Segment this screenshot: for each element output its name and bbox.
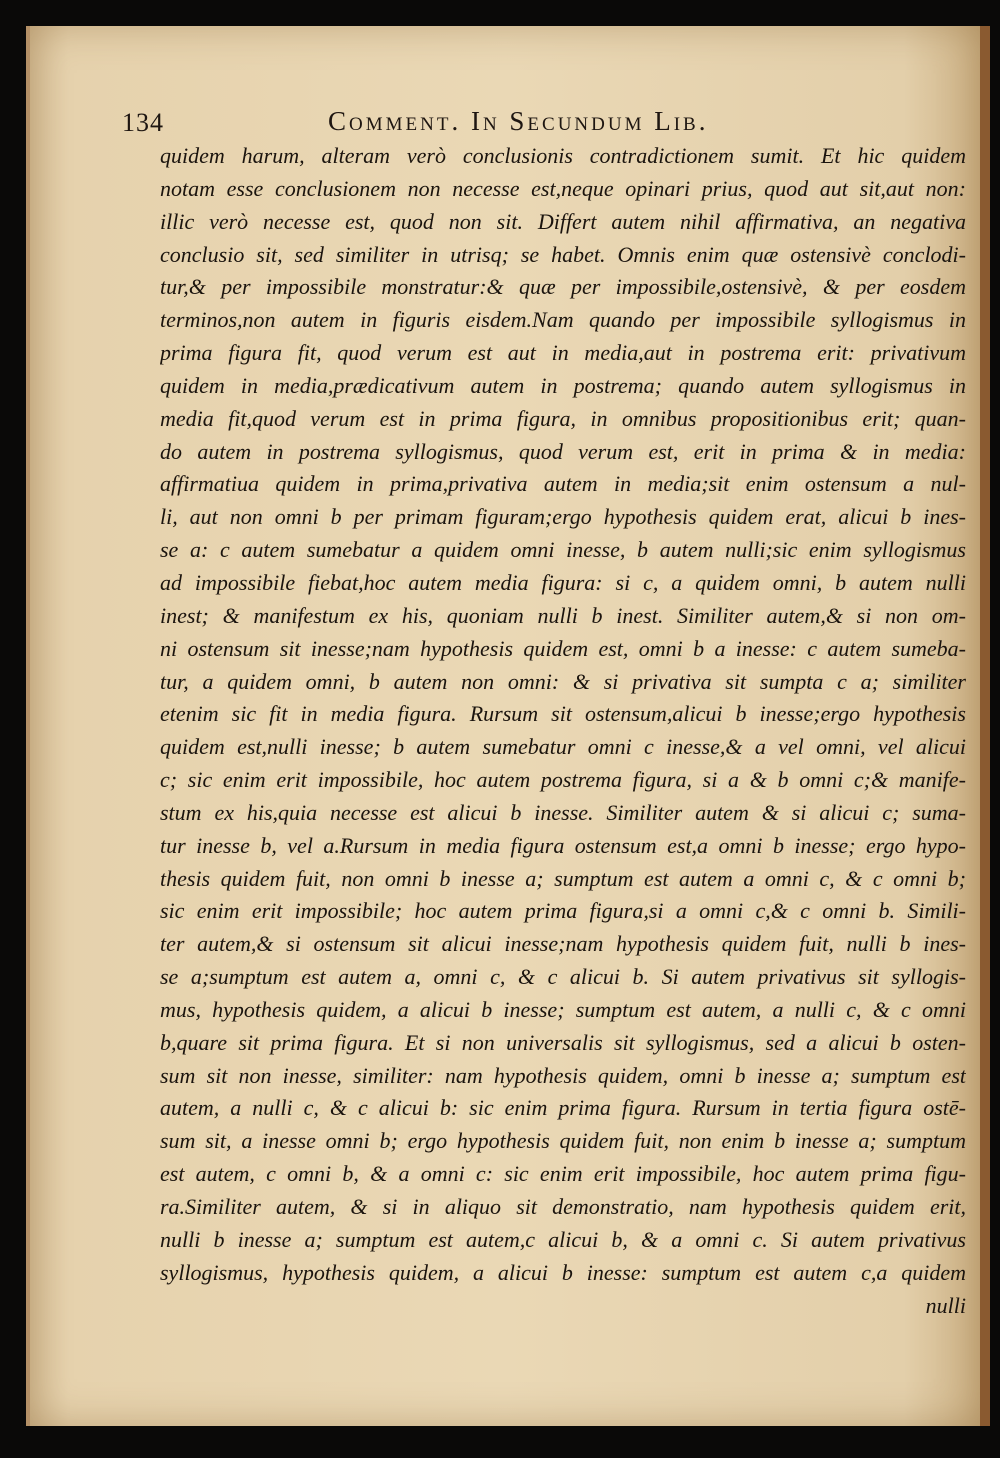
body-text: [160, 140, 966, 1322]
text-line: tur, a quidem omni, b autem non omni: & si privativa sit sumpta c a; similiter: [160, 668, 966, 694]
text-line: etenim sic fit in media figura. Rursum sit ostensum,alicui b inesse;ergo hypothesis: [160, 701, 966, 727]
text-line: autem, a nulli c, & c alicui b: sic enim prima figura. Rursum in tertia figura ostē-: [160, 1095, 966, 1121]
text-line: quidem est,nulli inesse; b autem sumebatur omni c inesse,& a vel omni, vel alicui: [160, 734, 966, 760]
text-line: c; sic enim erit impossibile, hoc autem postrema figura, si a & b omni c;& manife-: [160, 767, 966, 793]
text-line: b,quare sit prima figura. Et si non universalis sit syllogismus, sed a alicui b osten-: [160, 1029, 966, 1055]
text-line: sum sit non inesse, similiter: nam hypothesis quidem, omni b inesse a; sumptum est: [160, 1062, 966, 1088]
text-line: sum sit, a inesse omni b; ergo hypothesis quidem fuit, non enim b inesse a; sumptum: [160, 1128, 966, 1154]
text-line: nulli b inesse a; sumptum est autem,c alicui b, & a omni c. Si autem privativus: [160, 1226, 966, 1252]
text-line: ra.Similiter autem, & si in aliquo sit demonstratio, nam hypothesis quidem erit,: [160, 1194, 966, 1219]
text-line: conclusio sit, sed similiter in utrisq; se habet. Omnis enim quæ ostensivè conclodi-: [160, 241, 966, 267]
text-line: nulli: [925, 1292, 966, 1318]
text-line: mus, hypothesis quidem, a alicui b inesse; sumptum est autem, a nulli c, & c omni: [160, 996, 966, 1022]
text-line: prima figura fit, quod verum est aut in media,aut in postrema erit: privativum: [160, 340, 966, 366]
text-line: media fit,quod verum est in prima figura, in omnibus propositionibus erit; quan-: [160, 405, 966, 431]
text-line: li, aut non omni b per primam figuram;ergo hypothesis quidem erat, alicui b ines-: [160, 504, 966, 530]
text-line: ad impossibile fiebat,hoc autem media figura: si c, a quidem omni, b autem nulli: [160, 569, 966, 595]
text-line: ter autem,& si ostensum sit alicui inesse;nam hypothesis quidem fuit, nulli b ines-: [160, 931, 966, 957]
text-line: inest; & manifestum ex his, quoniam nulli b inest. Similiter autem,& si non om-: [160, 602, 966, 628]
text-line: quidem in media,prædicativum autem in postrema; quando autem syllogismus in: [160, 372, 966, 398]
text-line: quidem harum, alteram verò conclusionis contradictionem sumit. Et hic quidem: [160, 143, 966, 168]
text-line: thesis quidem fuit, non omni b inesse a; sumptum est autem a omni c, & c omni b;: [160, 865, 966, 891]
text-line: sic enim erit impossibile; hoc autem prima figura,si a omni c,& c omni b. Simili-: [160, 898, 966, 924]
text-line: syllogismus, hypothesis quidem, a alicui b inesse: sumptum est autem c,a quidem: [160, 1259, 966, 1285]
text-line: tur inesse b, vel a.Rursum in media figura ostensum est,a omni b inesse; ergo hypo-: [160, 832, 966, 858]
text-line: illic verò necesse est, quod non sit. Differt autem nihil affirmativa, an negativa: [160, 208, 966, 234]
running-head-title: Comment. In Secundum Lib.: [328, 106, 709, 136]
text-line: tur,& per impossibile monstratur:& quæ per impossibile,ostensivè, & per eosdem: [160, 274, 966, 300]
text-line: notam esse conclusionem non necesse est,neque opinari prius, quod aut sit,aut non:: [160, 175, 966, 201]
running-head: [122, 94, 962, 138]
text-line: terminos,non autem in figuris eisdem.Nam quando per impossibile syllogismus in: [160, 307, 966, 333]
text-line: do autem in postrema syllogismus, quod verum est, erit in prima & in media:: [160, 438, 966, 464]
text-line: est autem, c omni b, & a omni c: sic enim erit impossibile, hoc autem prima figu-: [160, 1161, 966, 1187]
text-line: se a;sumptum est autem a, omni c, & c alicui b. Si autem privativus sit syllogis-: [160, 964, 966, 990]
text-line: se a: c autem sumebatur a quidem omni inesse, b autem nulli;sic enim syllogismus: [160, 537, 966, 563]
text-line: stum ex his,quia necesse est alicui b inesse. Similiter autem & si alicui c; suma-: [160, 799, 966, 825]
text-line: ni ostensum sit inesse;nam hypothesis quidem est, omni b a inesse: c autem sumeba-: [160, 635, 966, 661]
text-line: affirmatiua quidem in prima,privativa autem in media;sit enim ostensum a nul-: [160, 471, 966, 497]
page-number: 134: [122, 108, 164, 137]
